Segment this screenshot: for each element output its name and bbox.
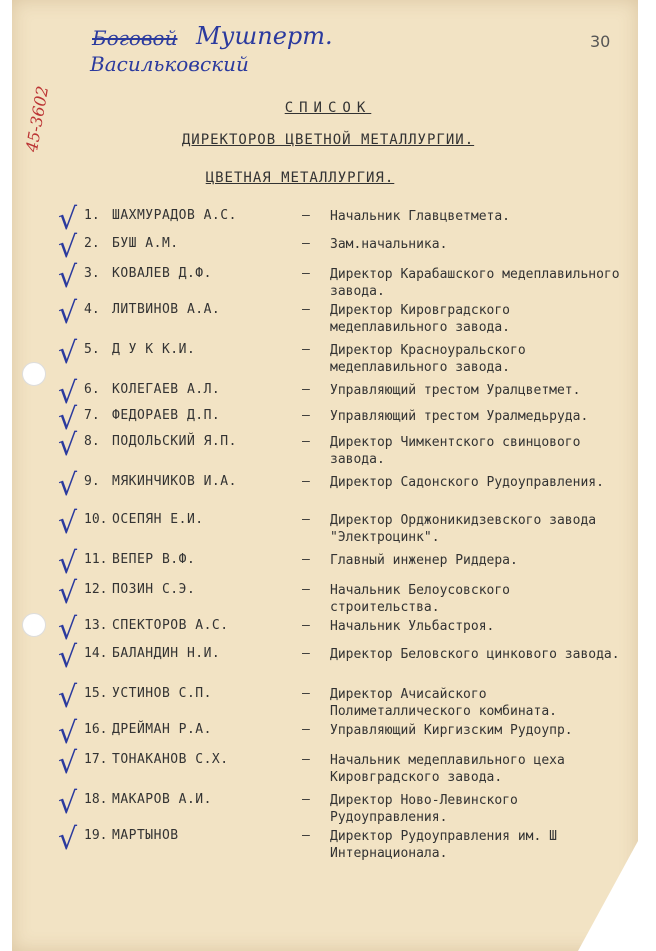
check-mark-icon: √ (58, 296, 78, 331)
entry-dash: — (302, 618, 310, 633)
list-item (0, 786, 656, 832)
document-subtitle: ДИРЕКТОРОВ ЦВЕТНОЙ МЕТАЛЛУРГИИ. (181, 132, 475, 148)
entry-dash: — (302, 408, 310, 423)
check-mark-icon: √ (58, 822, 78, 857)
entry-role: Директор Ачисайского Полиметаллического комбината. (330, 687, 557, 719)
check-mark-icon: √ (58, 506, 78, 541)
entry-name: КОЛЕГАЕВ А.Л. (112, 382, 221, 397)
entry-dash: — (302, 512, 310, 527)
list-item (0, 746, 656, 792)
check-mark-icon: √ (58, 716, 78, 751)
entry-role: Директор Ново-Левинского Рудоуправления. (330, 793, 518, 825)
entry-number: 16. (84, 722, 108, 737)
entry-dash: — (302, 752, 310, 767)
entry-role: Главный инженер Риддера. (330, 553, 518, 568)
page-number: 30 (590, 32, 611, 51)
entry-number: 14. (84, 646, 108, 661)
entry-name: ДРЕЙМАН Р.А. (112, 722, 212, 737)
list-item (0, 428, 656, 474)
entry-dash: — (302, 646, 310, 661)
entry-dash: — (302, 792, 310, 807)
entry-dash: — (302, 686, 310, 701)
check-mark-icon: √ (58, 376, 78, 411)
entry-name: ФЕДОРАЕВ Д.П. (112, 408, 221, 423)
entry-number: 15. (84, 686, 108, 701)
entry-number: 8. (84, 434, 100, 449)
entry-dash: — (302, 382, 310, 397)
entry-role: Директор Кировградского медеплавильного завода. (330, 303, 511, 335)
entry-role: Зам.начальника. (330, 237, 448, 252)
entry-dash: — (302, 302, 310, 317)
list-item (0, 576, 656, 622)
entry-number: 5. (84, 342, 100, 357)
entry-dash: — (302, 722, 310, 737)
check-mark-icon: √ (58, 260, 78, 295)
entry-number: 1. (84, 208, 100, 223)
entry-dash: — (302, 208, 310, 223)
entry-role: Директор Орджоникидзевского завода "Электроцинк". (330, 513, 597, 545)
list-item (0, 822, 656, 868)
entry-dash: — (302, 552, 310, 567)
entry-name: МАКАРОВ А.И. (112, 792, 212, 807)
entry-role: Начальник Белоусовского строительства. (330, 583, 511, 615)
entry-role: Директор Садонского Рудоуправления. (330, 475, 604, 490)
list-item (0, 680, 656, 726)
entry-role: Начальник Главцветмета. (330, 209, 511, 224)
handwritten-name: Мушперт. (196, 22, 333, 50)
check-mark-icon: √ (58, 680, 78, 715)
list-item (0, 296, 656, 342)
entry-number: 11. (84, 552, 108, 567)
check-mark-icon: √ (58, 428, 78, 463)
check-mark-icon: √ (58, 230, 78, 265)
entry-number: 2. (84, 236, 100, 251)
list-item (0, 506, 656, 552)
entry-number: 12. (84, 582, 108, 597)
entry-dash: — (302, 434, 310, 449)
check-mark-icon: √ (58, 746, 78, 781)
entry-number: 4. (84, 302, 100, 317)
entry-role: Директор Чимкентского свинцового завода. (330, 435, 581, 467)
entry-role: Директор Рудоуправления им. Ш Интернационала. (330, 829, 557, 861)
entry-role: Начальник Ульбастроя. (330, 619, 495, 634)
entry-number: 19. (84, 828, 108, 843)
entry-name: Д У К К.И. (112, 342, 196, 357)
entry-role: Директор Беловского цинкового завода. (330, 647, 620, 662)
list-item (0, 336, 656, 382)
entry-number: 10. (84, 512, 108, 527)
list-item (0, 640, 656, 686)
entry-dash: — (302, 342, 310, 357)
entry-name: БАЛАНДИН Н.И. (112, 646, 221, 661)
check-mark-icon: √ (58, 576, 78, 611)
handwritten-side-note: 45-3602 (22, 84, 53, 154)
entry-number: 17. (84, 752, 108, 767)
entry-name: ПОДОЛЬСКИЙ Я.П. (112, 434, 237, 449)
check-mark-icon: √ (58, 468, 78, 503)
entry-name: МЯКИНЧИКОВ И.А. (112, 474, 237, 489)
entry-name: ВЕПЕР В.Ф. (112, 552, 196, 567)
list-item (0, 468, 656, 514)
entry-role: Управляющий трестом Уралмедьруда. (330, 409, 589, 424)
entry-name: ОСЕПЯН Е.И. (112, 512, 204, 527)
check-mark-icon: √ (58, 202, 78, 237)
document-title: СПИСОК (284, 100, 372, 116)
entry-name: ЛИТВИНОВ А.А. (112, 302, 221, 317)
handwritten-struck-name: Боговой (92, 26, 178, 50)
entry-number: 13. (84, 618, 108, 633)
entry-role: Управляющий трестом Уралцветмет. (330, 383, 581, 398)
entry-name: МАРТЫНОВ (112, 828, 179, 843)
entry-number: 7. (84, 408, 100, 423)
entry-dash: — (302, 474, 310, 489)
entry-name: СПЕКТОРОВ А.С. (112, 618, 229, 633)
entry-name: ШАХМУРАДОВ А.С. (112, 208, 237, 223)
entry-dash: — (302, 266, 310, 281)
entry-name: УСТИНОВ С.П. (112, 686, 212, 701)
entry-name: ПОЗИН С.Э. (112, 582, 196, 597)
entry-dash: — (302, 236, 310, 251)
entry-number: 9. (84, 474, 100, 489)
entry-number: 18. (84, 792, 108, 807)
entry-dash: — (302, 828, 310, 843)
entry-role: Начальник медеплавильного цеха Кировградского завода. (330, 753, 565, 785)
list-item (0, 260, 656, 306)
check-mark-icon: √ (58, 786, 78, 821)
entry-name: ТОНАКАНОВ С.Х. (112, 752, 229, 767)
check-mark-icon: √ (58, 546, 78, 581)
entry-name: КОВАЛЕВ Д.Ф. (112, 266, 212, 281)
section-heading: ЦВЕТНАЯ МЕТАЛЛУРГИЯ. (205, 170, 395, 186)
entry-dash: — (302, 582, 310, 597)
entry-role: Директор Красноуральского медеплавильного завода. (330, 343, 526, 375)
entry-name: БУШ А.М. (112, 236, 179, 251)
check-mark-icon: √ (58, 402, 78, 437)
check-mark-icon: √ (58, 640, 78, 675)
entry-number: 6. (84, 382, 100, 397)
check-mark-icon: √ (58, 612, 78, 647)
check-mark-icon: √ (58, 336, 78, 371)
entry-number: 3. (84, 266, 100, 281)
handwritten-name-2: Васильковский (90, 52, 249, 76)
entry-role: Управляющий Киргизским Рудоупр. (330, 723, 573, 738)
entry-role: Директор Карабашского медеплавильного завода. (330, 267, 620, 299)
